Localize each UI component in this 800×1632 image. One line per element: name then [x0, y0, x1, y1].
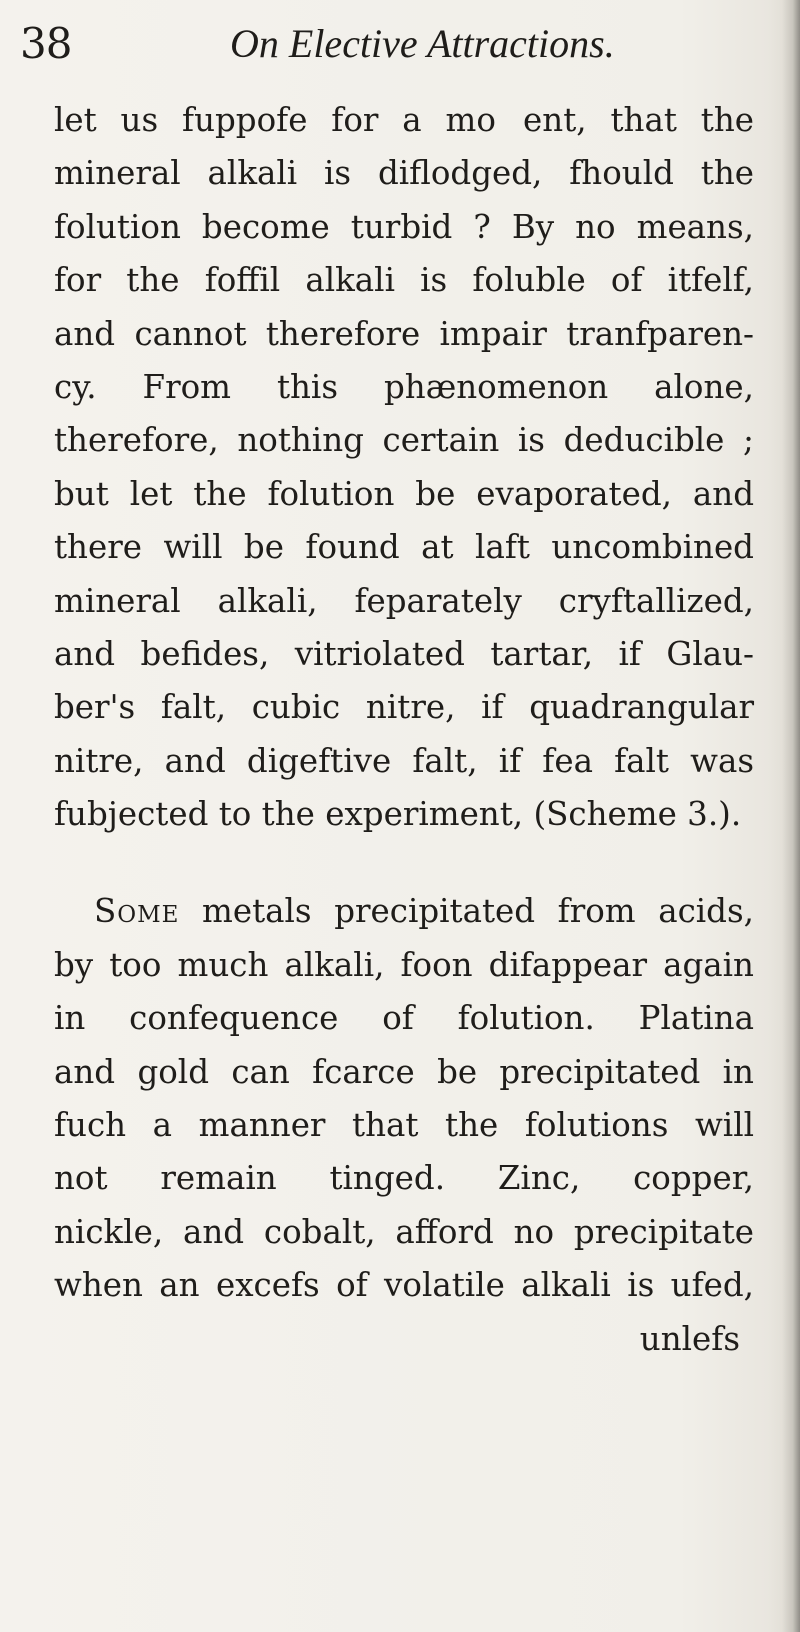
- text-line: mineral alkali, feparately cryftallized,: [54, 581, 754, 620]
- text-line: not remain tinged. Zinc, copper,: [54, 1159, 754, 1198]
- running-title: On Elective Attractions.: [230, 21, 615, 66]
- text-line: when an excefs of volatile alkali is ufed,: [54, 1266, 754, 1305]
- text-line: folution become turbid ? By no means,: [54, 207, 754, 246]
- text-line: and cannot therefore impair tranfparen-: [54, 314, 754, 353]
- text-line: therefore, nothing certain is deducible ;: [54, 421, 754, 460]
- text-line: in confequence of folution. Platina: [54, 999, 754, 1038]
- text-line: cy. From this phænomenon alone,: [54, 367, 754, 406]
- body-text: [54, 94, 754, 1366]
- text-line: for the foffil alkali is foluble of itfelf,: [54, 261, 754, 300]
- text-line: let us fuppofe for a mo ent, that the: [54, 101, 754, 139]
- text-line: mineral alkali is diflodged, fhould the: [54, 154, 754, 193]
- text-line: and befides, vitriolated tartar, if Glau-: [54, 634, 754, 673]
- page-header: [20, 14, 760, 74]
- text-line: there will be found at laft uncombined: [54, 528, 754, 567]
- text-line: by too much alkali, foon difappear again: [54, 945, 754, 984]
- paragraph-2: [54, 885, 754, 1312]
- text-line: but let the folution be evaporated, and: [54, 474, 754, 513]
- paragraph-gap: [54, 841, 754, 885]
- text-line: ber's falt, cubic nitre, if quadrangular: [54, 688, 754, 727]
- text-line: fuch a manner that the folutions will: [54, 1106, 754, 1145]
- paragraph-1: [54, 94, 754, 841]
- small-caps-lead-word: Some: [94, 892, 180, 931]
- text-line: and gold can fcarce be precipitated in: [54, 1052, 754, 1091]
- catchword: unlefs: [639, 1319, 740, 1358]
- text-line: nitre, and digeftive falt, if fea falt was: [54, 741, 754, 780]
- page-edge-shadow: [782, 0, 800, 1632]
- text-line: fubjected to the experiment, (Scheme 3.).: [54, 795, 742, 834]
- text-line: [54, 885, 754, 938]
- first-line-text: metals precipitated from acids,: [179, 892, 754, 931]
- text-line: nickle, and cobalt, afford no precipitate: [54, 1212, 754, 1251]
- page-number: 38: [20, 19, 72, 68]
